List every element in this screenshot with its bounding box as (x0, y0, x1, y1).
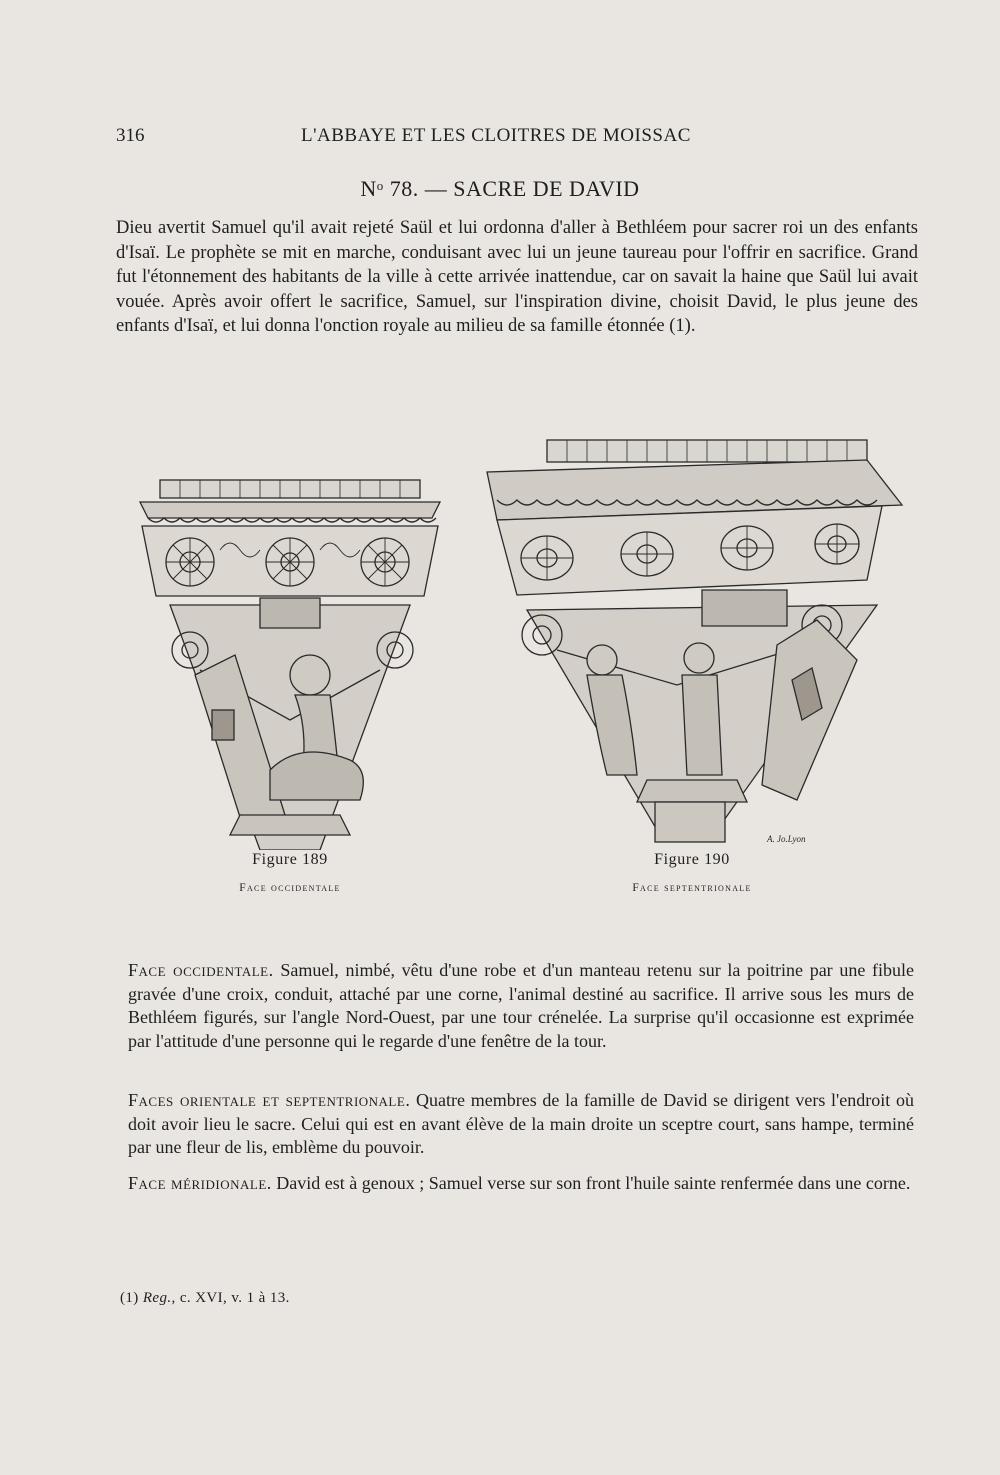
footnote-text: , c. XVI, v. 1 à 13. (171, 1290, 290, 1306)
description-face-meridionale (128, 1172, 914, 1196)
section-number-sup: o (376, 178, 384, 193)
footnote-source: Reg. (142, 1290, 172, 1306)
description-label: Faces orientale et septentrionale. (128, 1090, 411, 1110)
intro-paragraph (116, 216, 918, 339)
capital-illustration-north (477, 430, 907, 850)
section-title: — SACRE DE DAVID (424, 176, 640, 201)
footnote-marker: (1) (120, 1290, 139, 1306)
section-number: 78. (389, 176, 419, 201)
section-number-label: N (360, 176, 377, 201)
description-text: Samuel, nimbé, vêtu d'une robe et d'un manteau retenu sur la poitrine par une fibule gravée d'une croix, conduit, attaché par une corne, l'animal destiné au sacrifice. Il arrive sous les murs de Bethléem figurés, sur l'angle Nord-Ouest, par une tour crénelée. La surprise qu'il occasionne est exprimée par l'attitude d'une personne qui le regarde d'une fenêtre de la tour. (128, 960, 914, 1051)
figure-190-caption: Figure 190 (654, 851, 730, 868)
footnote (120, 1290, 290, 1307)
figure-190 (472, 430, 912, 898)
engraver-signature: A. Jo.Lyon (767, 834, 806, 844)
description-label: Face méridionale. (128, 1173, 272, 1193)
capital-illustration-west (120, 470, 460, 850)
figure-189-caption: Figure 189 (252, 851, 328, 868)
description-text: Quatre membres de la famille de David se dirigent vers l'endroit où doit avoir lieu le sacre. Celui qui est en avant élève de la main droite un sceptre court, sans hampe, terminé par une fleur de lis, emblème du pouvoir. (128, 1090, 915, 1158)
running-head (116, 125, 918, 155)
description-faces-orientale-septentrionale (128, 1089, 914, 1160)
description-label: Face occidentale. (128, 960, 274, 980)
figure-189 (110, 470, 470, 898)
intro-text: Dieu avertit Samuel qu'il avait rejeté Saül et lui ordonna d'aller à Bethléem pour sacrer roi un des enfants d'Isaï. Le prophète se mit en marche, conduisant avec lui un jeune taureau pour l'offrir en sacrifice. Grand fut l'étonnement des habitants de la ville à cette arrivée inattendue, car on savait la haine que Saül lui avait vouée. Après avoir offert le sacrifice, Samuel, sur l'inspiration divine, choisit David, le plus jeune des enfants d'Isaï, et lui donna l'onction royale au milieu de sa famille étonnée (1). (116, 218, 918, 337)
description-text: David est à genoux ; Samuel verse sur son front l'huile sainte renfermée dans une corne. (276, 1173, 911, 1193)
figure-189-subcaption: Face occidentale (239, 882, 341, 894)
section-heading (0, 176, 1000, 202)
page-number: 316 (116, 125, 145, 146)
running-title: L'ABBAYE ET LES CLOITRES DE MOISSAC (301, 125, 691, 146)
description-face-occidentale (128, 959, 914, 1053)
figure-190-subcaption: Face septentrionale (632, 882, 752, 894)
